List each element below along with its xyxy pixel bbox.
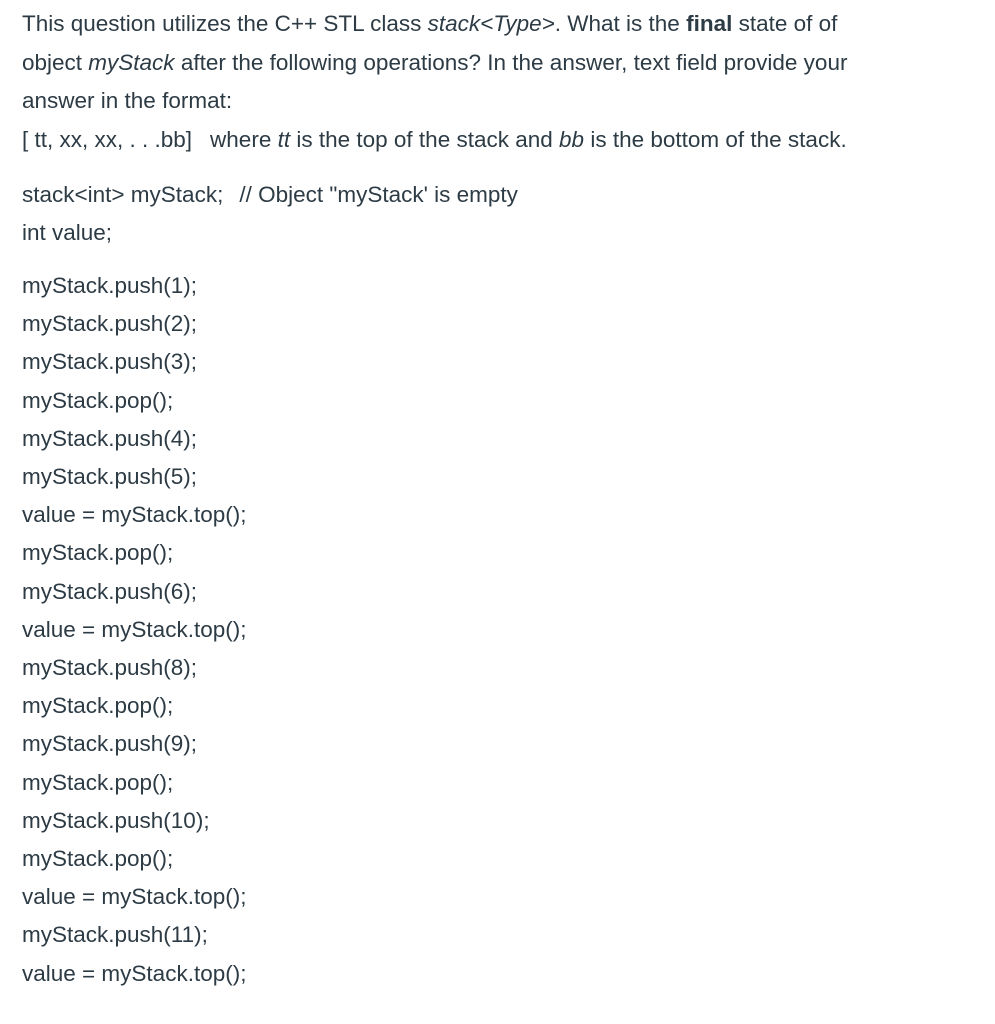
code-line: value = myStack.top(); [22,502,247,528]
code-line: myStack.pop(); [22,846,174,872]
code-line: myStack.push(6); [22,578,198,604]
code-line: stack<int> myStack; // Object "myStack' is empty [22,182,518,207]
code-line: value = myStack.top(); [22,960,247,986]
prompt-line-1: This question utilizes the C++ STL class stack<Type>. What is the final state of of [22,11,838,36]
code-line: myStack.push(9); [22,731,198,757]
code-line: myStack.pop(); [22,387,174,413]
code-operations [22,267,982,993]
question-container [22,0,982,993]
final-bold: final [686,11,733,36]
code-line: myStack.pop(); [22,540,174,566]
class-name-italic: stack<Type> [427,11,555,36]
code-line: myStack.push(4); [22,425,198,451]
code-line: myStack.push(10); [22,807,210,833]
prompt-line-4: [ tt, xx, xx, . . .bb] where tt is the top of the stack and bb is the bottom of the stack. [22,126,847,152]
code-line: myStack.push(1); [22,273,198,298]
question-prompt [22,0,982,159]
code-line: myStack.push(2); [22,311,198,337]
code-line: int value; [22,219,113,245]
prompt-line-2: object myStack after the following operations? In the answer, text field provide your [22,49,848,75]
code-line: myStack.push(5); [22,464,198,490]
prompt-line-3: answer in the format: [22,88,233,113]
code-line: value = myStack.top(); [22,884,247,910]
code-line: myStack.push(11); [22,922,208,948]
answer-format: [ tt, xx, xx, . . .bb] [22,126,193,152]
object-name-italic: myStack [88,49,175,75]
code-line: myStack.push(8); [22,655,198,681]
code-line: myStack.push(3); [22,349,198,375]
code-line: myStack.pop(); [22,693,174,719]
code-comment: // Object "myStack' is empty [239,182,518,207]
code-declarations [22,176,982,251]
code-line: myStack.pop(); [22,769,174,795]
code-line: value = myStack.top(); [22,616,247,642]
